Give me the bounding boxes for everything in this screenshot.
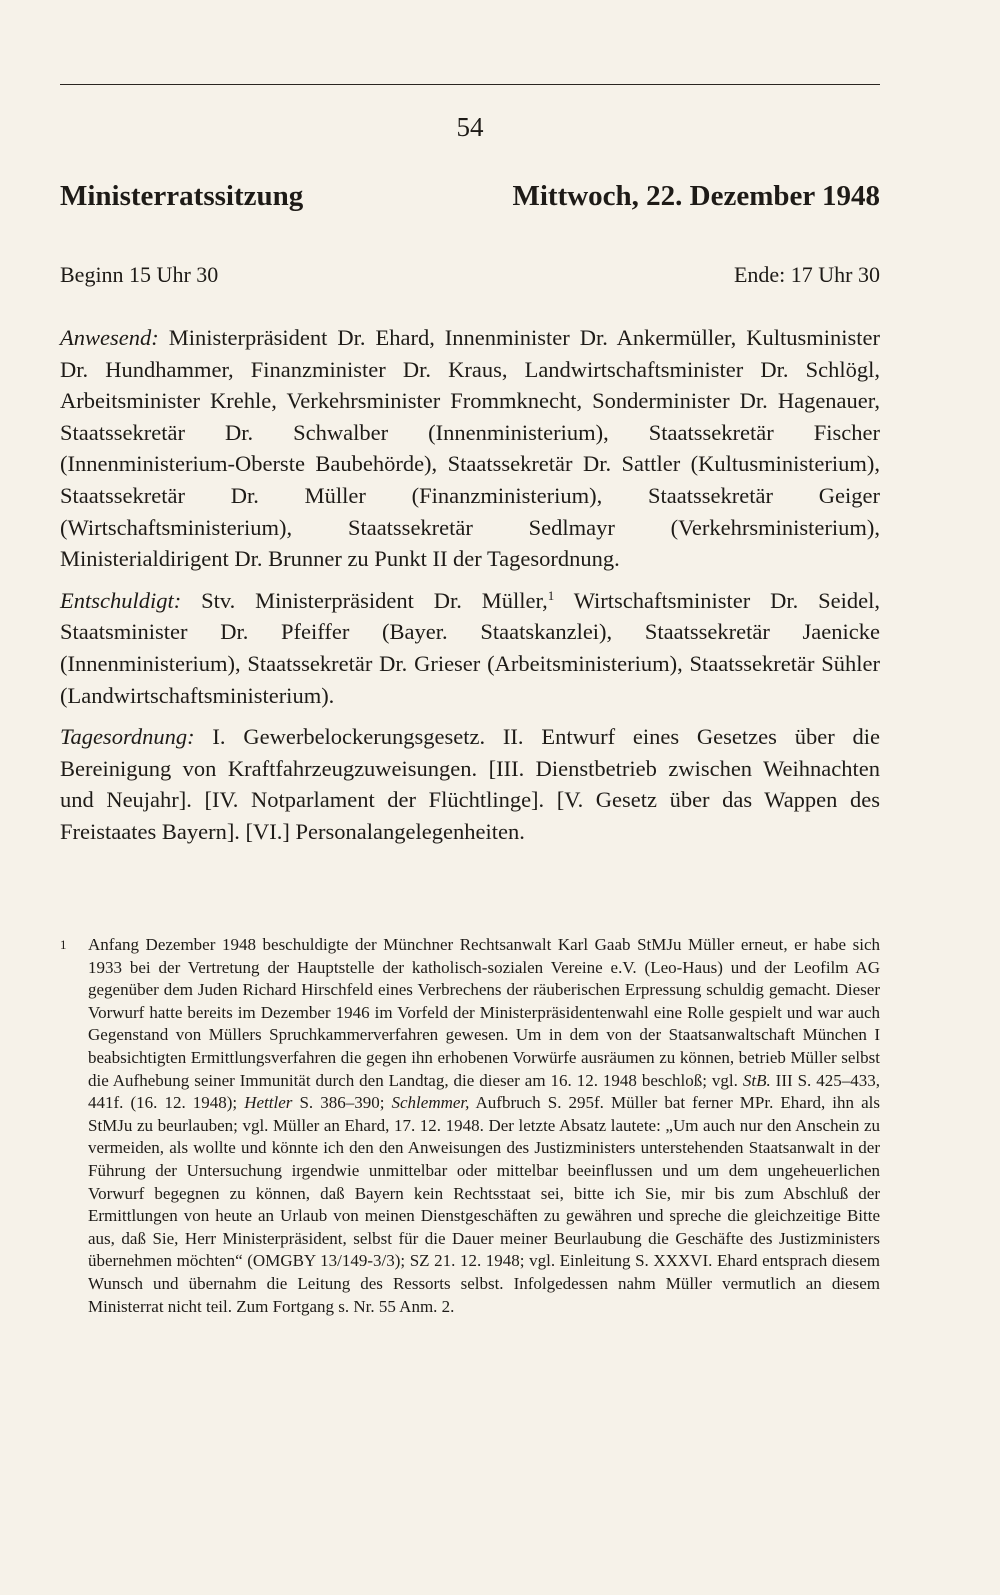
excused-label: Entschuldigt: xyxy=(60,587,182,613)
meeting-title: Ministerratssitzung xyxy=(60,180,304,212)
footnote-ref-stb: StB. xyxy=(742,1070,771,1090)
footnote-reference[interactable]: 1 xyxy=(547,587,555,603)
header-rule xyxy=(60,84,880,85)
footnote-ref-hettler: Hettler xyxy=(244,1093,293,1113)
title-row xyxy=(60,180,880,213)
agenda-paragraph xyxy=(60,721,880,847)
document-number: 54 xyxy=(456,112,484,142)
footnote-text xyxy=(60,934,880,1318)
excused-paragraph xyxy=(60,585,880,711)
time-row xyxy=(60,262,880,288)
footnote-part-4: Aufbruch S. 295f. Müller bat ferner MPr. Ehard, ihn als StMJu zu beurlauben; vgl. Müller an Ehard, 17. 12. 1948. Der letzte Absatz lautete: „Um auch nur den Anschein zu vermeiden, als wollte und könnte ich den den Anweisungen des Justizministers unterstehenden Staatsanwalt in der Führung der Untersuchung irgendwie unmittelbar oder mittelbar beeinflussen und um dem ungeheuerlichen Vorwurf begegnen zu können, daß Bayern kein Rechtsstaat sei, bitte ich Sie, mir bis zum Abschluß der Ermittlungen von heute an Urlaub von meinen Dienstgeschäften zu gewähren und spreche die gleichzeitige Bitte aus, daß Sie, Herr Ministerpräsident, selbst für die Dauer meiner Beurlaubung die Geschäfte des Justizministers übernehmen möchten“ (OMGBY 13/149-3/3); SZ 21. 12. 1948; vgl. Einleitung S. XXXVI. Ehard entsprach diesem Wunsch und übernahm die Leitung des Ressorts selbst. Infolgedessen nahm Müller vermutlich an diesem Ministerrat nicht teil. Zum Fortgang s. Nr. 55 Anm. 2. xyxy=(88,1093,880,1316)
present-paragraph xyxy=(60,322,880,575)
agenda-label: Tagesordnung: xyxy=(60,724,195,750)
excused-text-before: Stv. Ministerpräsident Dr. Müller, xyxy=(181,587,548,613)
excused-text-after: Wirtschaftsminister Dr. Seidel, Staatsminister Dr. Pfeiffer (Bayer. Staatskanzlei), Staatssekretär Jaenicke (Innenministerium), Staatssekretär Dr. Grieser (Arbeitsministerium), Staatssekretär Sühler (Landwirtschaftsministerium). xyxy=(60,587,880,708)
agenda-text: I. Gewerbelockerungsgesetz. II. Entwurf eines Gesetzes über die Bereinigung von Kraftfahrzeugzuweisungen. [III. Dienstbetrieb zwischen Weihnachten und Neujahr]. [IV. Notparlament der Flüchtlinge]. [V. Gesetz über das Wappen des Freistaates Bayern]. [VI.] Personalangelegenheiten. xyxy=(60,724,880,844)
attendance-section xyxy=(60,322,880,858)
footnote xyxy=(60,934,880,1318)
footnote-number: 1 xyxy=(60,937,67,952)
footnote-part-2: III S. 425–433, 441f. (16. 12. 1948); xyxy=(88,1070,880,1113)
end-time: Ende: 17 Uhr 30 xyxy=(733,262,880,287)
footnote-part-1: Anfang Dezember 1948 beschuldigte der Münchner Rechtsanwalt Karl Gaab StMJu Müller erneut, er habe sich 1933 bei der Vertretung der Hauptstelle der katholisch-sozialen Vereine e.V. (Leo-Haus) und der Leofilm AG gegenüber dem Juden Richard Hirschfeld eines Verbrechens der räuberischen Erpressung schuldig gemacht. Dieser Vorwurf hatte bereits im Dezember 1946 im Vorfeld der Ministerpräsidentenwahl eine Rolle gespielt und war auch Gegenstand von Müllers Spruchkammerverfahren gewesen. Um in dem von der Staatsanwaltschaft München I beabsichtigten Ermittlungsverfahren die gegen ihn erhobenen Vorwürfe ausräumen zu können, betrieb Müller selbst die Aufhebung seiner Immunität durch den Landtag, die dieser am 16. 12. 1948 beschloß; vgl. xyxy=(88,935,880,1090)
present-text: Ministerpräsident Dr. Ehard, Innenminister Dr. Ankermüller, Kultusminister Dr. Hundhammer, Finanzminister Dr. Kraus, Landwirtschaftsminister Dr. Schlögl, Arbeitsminister Krehle, Verkehrsminister Frommknecht, Sonderminister Dr. Hagenauer, Staatssekretär Dr. Schwalber (Innenministerium), Staatssekretär Fischer (Innenministerium-Oberste Baubehörde), Staatssekretär Dr. Sattler (Kultusministerium), Staatssekretär Dr. Müller (Finanzministerium), Staatssekretär Geiger (Wirtschaftsministerium), Staatssekretär Sedlmayr (Verkehrsministerium), Ministerialdirigent Dr. Brunner zu Punkt II der Tagesordnung. xyxy=(60,325,880,572)
start-time: Beginn 15 Uhr 30 xyxy=(60,262,219,287)
meeting-date: Mittwoch, 22. Dezember 1948 xyxy=(512,180,880,212)
footnote-ref-schlemmer: Schlemmer, xyxy=(391,1093,470,1113)
present-label: Anwesend: xyxy=(60,325,159,350)
footnote-part-3: S. 386–390; xyxy=(292,1093,392,1113)
